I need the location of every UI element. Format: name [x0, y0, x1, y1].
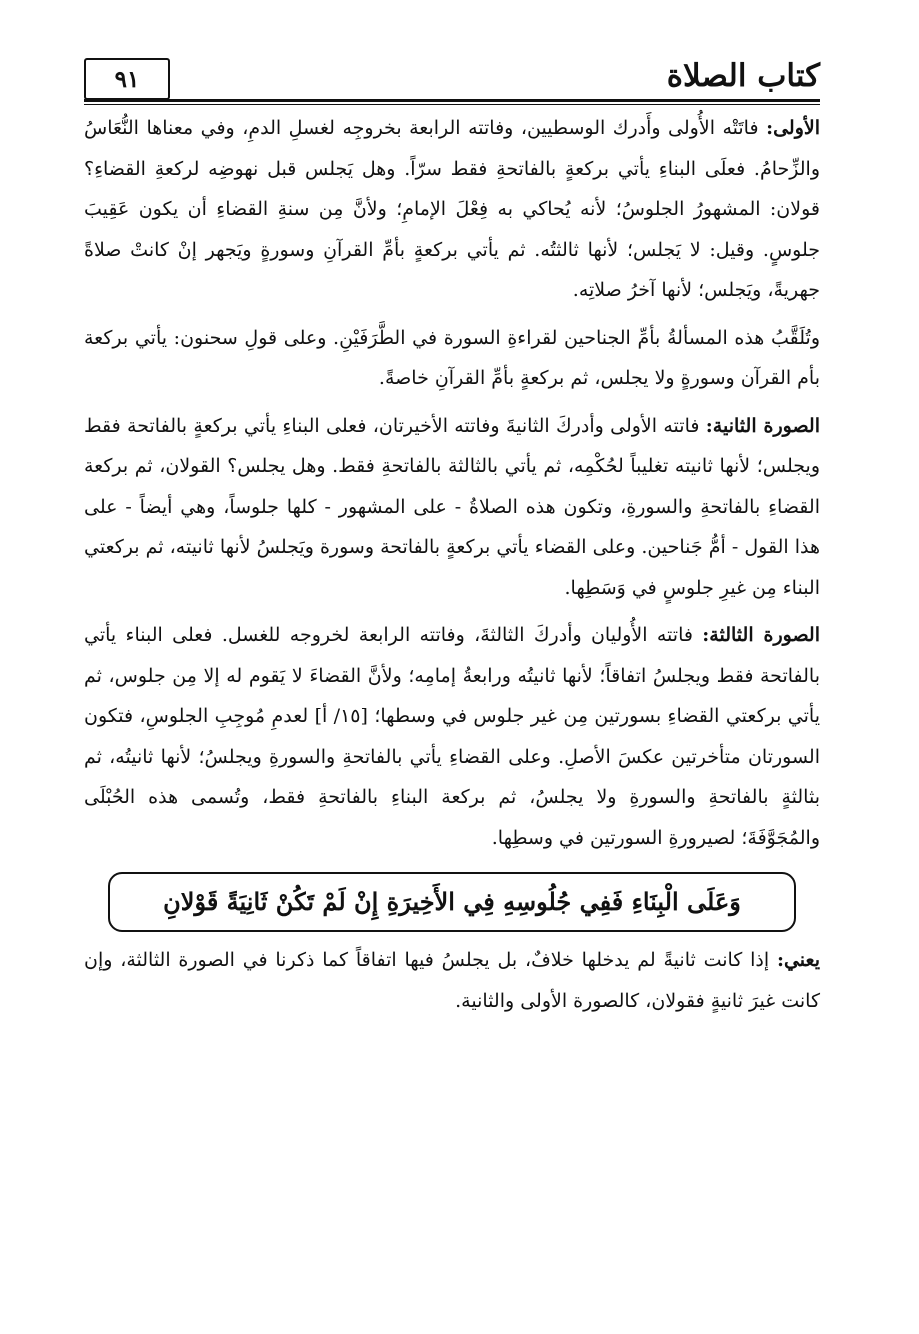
paragraph-lead: يعني: [776, 949, 820, 971]
running-head: كتاب الصلاة [666, 58, 820, 94]
paragraph-second-case [84, 406, 820, 609]
paragraph-first-case [84, 108, 820, 311]
book-page [84, 52, 820, 1302]
body-text [84, 108, 820, 1021]
page-number: ٩١ [114, 65, 140, 93]
matn-box [108, 872, 796, 932]
page-header [84, 52, 820, 108]
paragraph-lead: الصورة الثالثة: [702, 624, 820, 646]
paragraph-commentary [84, 940, 820, 1021]
page-number-box [84, 58, 170, 100]
paragraph-text: إذا كانت ثانيةً لم يدخلها خلافٌ، بل يجلسُ فيها اتفاقاً كما ذكرنا في الصورة الثالثة، وإن كانت غيرَ ثانيةٍ فقولان، كالصورة الأولى والثانية. [84, 949, 820, 1012]
paragraph-text: وتُلَقَّبُ هذه المسألةُ بأمِّ الجناحين لقراءةِ السورة في الطَّرَفَيْنِ. وعلى قولِ سحنون: يأتي بركعة بأم القرآن وسورةٍ ولا يجلس، ثم بركعةٍ بأمِّ القرآنِ خاصةً. [84, 326, 820, 389]
paragraph-umm-janahin [84, 318, 820, 399]
paragraph-lead: الأولى: [766, 117, 820, 139]
paragraph-third-case [84, 615, 820, 858]
paragraph-lead: الصورة الثانية: [705, 414, 820, 437]
paragraph-text: فاتته الأُوليان وأدركَ الثالثةَ، وفاتته الرابعة لخروجه للغسل. فعلى البناء يأتي بالفاتحة فقط ويجلسُ اتفاقاً؛ لأنها ثانيتُه ورابعةُ إمامِه؛ ولأنَّ القضاءَ لا يَقوم له إلا مِن جلوس، ثم يأتي بركعتي القضاءِ بسورتين مِن غير جلوس في وسطها؛ [١٥/ أ] لعدمِ مُوجِبِ الجلوسِ، فتكون السورتان متأخرتين عكسَ الأصلِ. وعلى القضاءِ يأتي بالفاتحةِ والسورةِ ويجلسُ؛ لأنها ثانيتُه، ثم بثالثةٍ بالفاتحةِ والسورةِ ولا يجلسُ، ثم بركعة البناءِ بالفاتحةِ فقط، وتُسمى هذه الحُبْلَى والمُجَوَّفَةَ؛ لصيرورةِ السورتين في وسطِها. [84, 624, 821, 849]
header-rule [84, 99, 820, 102]
paragraph-text: فاتته الأولى وأدركَ الثانيةَ وفاتته الأخيرتان، فعلى البناءِ يأتي بركعةٍ بالفاتحة فقط ويجلس؛ لأنها ثانيته تغليباً لحُكْمِه، ثم يأتي بالثالثة بالفاتحةِ فقط. وهل يجلس؟ القولان، ثم بركعة القضاءِ بالفاتحةِ والسورةِ، وتكون هذه الصلاةُ - على المشهور - كلها جلوساً، وهي أيضاً - على هذا القول - أمُّ جَناحين. وعلى القضاء يأتي بركعةٍ بالفاتحة وسورة ويَجلسُ لأنها ثانيته، ثم بركعتي البناء مِن غيرِ جلوسٍ في وَسَطِها. [84, 414, 820, 599]
matn-text: وَعَلَى الْبِنَاءِ فَفِي جُلُوسِهِ فِي الأَخِيرَةِ إِنْ لَمْ تَكُنْ ثَانِيَةً قَوْلانِ [163, 887, 741, 916]
paragraph-text: فاتَتْه الأُولى وأَدرك الوسطيين، وفاتته الرابعة بخروجِه لغسلِ الدمِ، وفي معناها النُّعَاسُ والزِّحامُ. فعلَى البناءِ يأتي بركعةٍ بالفاتحةِ فقط سرّاً. وهل يَجلس قبل نهوضِه لركعةِ القضاءِ؟ قولان: المشهورُ الجلوسُ؛ لأنه يُحاكي به فِعْلَ الإمامِ؛ ولأنَّ مِن سنةِ القضاءِ أن يكون عَقِيبَ جلوسٍ. وقيل: لا يَجلس؛ لأنها ثالثتُه. ثم يأتي بركعةٍ بأمِّ القرآنِ وسورةٍ ويَجهر إنْ كانتْ صلاةً جهريةً، ويَجلس؛ لأنها آخرُ صلاتِه. [84, 117, 820, 301]
